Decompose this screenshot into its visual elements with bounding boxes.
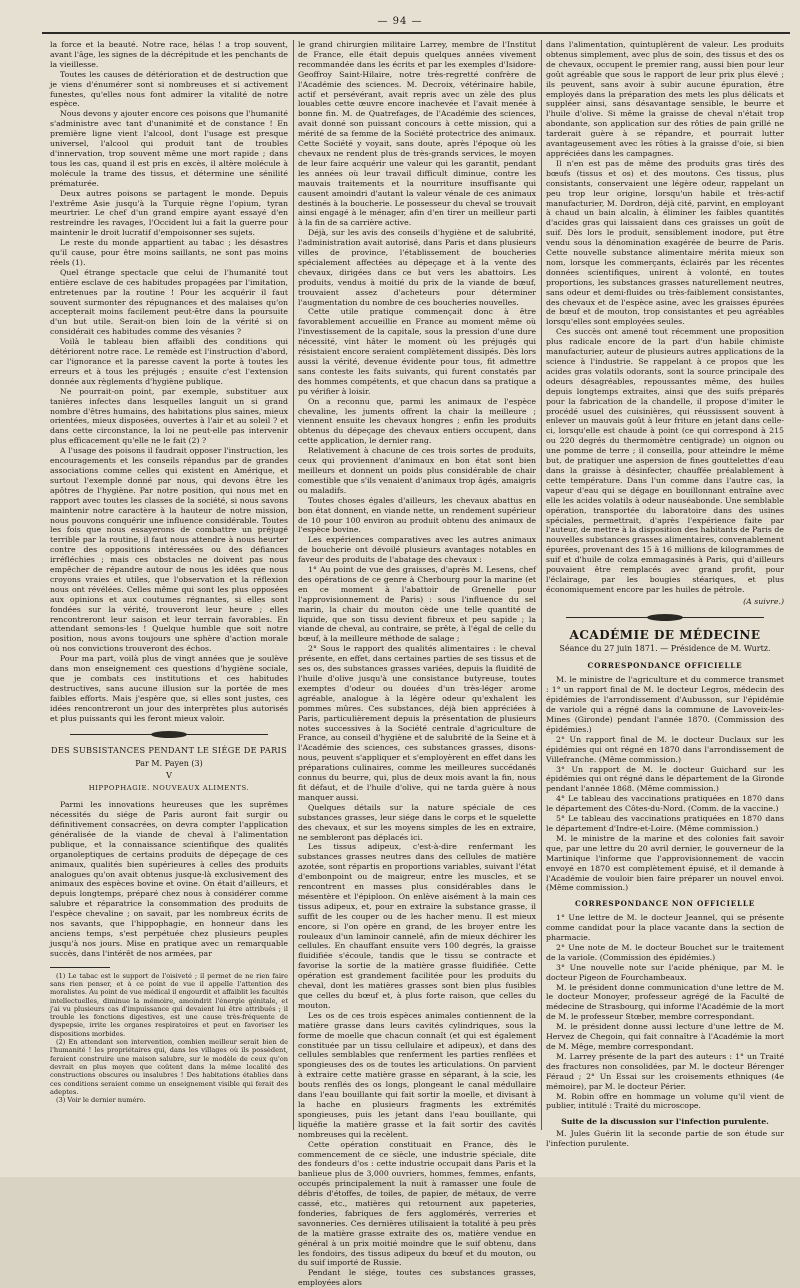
paragraph: Cette opération constituait en France, dès le commencement de ce siècle, une industrie spéciale, dite des fondeurs d'os : cette industrie occupait dans Paris et la banlieue plus de 3,000 ouvriers, hommes, femmes, enfants, occupés principalement la nuit à ramasser une foule de débris d'étoffes, de toiles, de papier, de métaux, de verre cassé, etc., matières qui retournent aux papeteries, fonderies, fabriques de fers agglomérés, verreries et savonneries. Ces dernières utilisaient la totalité à peu près de la matière grasse extraite des os, matière vendue en général à un prix moitié moindre que le suif obtenu, dans les fondoirs, des tissus adipeux du bœuf et du mouton, ou du suif importé de Russie. — [298, 1139, 536, 1268]
paragraph: Toutes choses égales d'ailleurs, les chevaux abattus en bon état donnent, en viande nette, un rendement supérieur de 10 pour 100 environ au produit obtenu des animaux de l'espèce bovine. — [298, 495, 536, 535]
column-divider — [541, 40, 542, 1130]
paragraph: Les tissus adipeux, c'est-à-dire renfermant les substances grasses neutres dans des cellules de matière azotée, sont répartis en proportions variables, suivant l'état d'embonpoint ou de maigreur, entre les muscles, et se rencontrent en masses plus considérables dans le mésentère et l'épiploon. On enlève aisément à la main ces tissus adipeux, et, pour en extraire la substance grasse, il suffit de les couper ou de les hacher menu. Il est mieux encore, si l'on opère en grand, de les broyer entre les rouleaux d'un laminoir cannelé, afin de mieux déchirer les cellules. En chauffant ensuite vers 100 degrés, la graisse fluidifiée s'écoule, tandis que le tissu se contracte et favorise la sortie de la matière grasse fluidifiée. Cette opération est grandement facilitée pour les produits du cheval, dont les matières grasses sont bien plus fusibles que celles du bœuf et, à plus forte raison, que celles du mouton. — [298, 842, 536, 1010]
paragraph: 2° Un rapport final de M. le docteur Duclaux sur les épidémies qui ont régné en 1870 dans l'arrondissement de Villefranche. (Même commission.) — [546, 734, 784, 764]
paragraph: Deux autres poisons se partagent le monde. Depuis l'extrême Asie jusqu'à la Turquie règne l'opium, tyran meurtrier. Le chef d'un grand empire ayant essayé d'en restreindre les ravages, l'Occident lui a fait la guerre pour maintenir le droit lucratif d'empoisonner ses sujets. — [50, 188, 288, 238]
paragraph: Toutes les causes de détérioration et de destruction que je viens d'énumérer sont si nombreuses et si activement funestes, qu'elles nous font admirer la vitalité de notre espèce. — [50, 69, 288, 109]
paragraph: M. le ministre de la marine et des colonies fait savoir que, par une lettre du 20 avril dernier, le gouverneur de la Martinique l'informe que l'approvisionnement de vaccin envoyé en 1870 est complètement épuisé, et il demande à l'Académie de vouloir bien faire préparer un nouvel envoi. (Même commission.) — [546, 833, 784, 893]
section-number: V — [166, 771, 172, 781]
correspondence-heading: CORRESPONDANCE NON OFFICIELLE — [575, 899, 755, 909]
paragraph: A l'usage des poisons il faudrait opposer l'instruction, les encouragements et les conseils répandus par de grandes associations comme celles qui existent en Amérique, et surtout l'exemple donné par nous, qui devons être les apôtres de l'hygiène. Par notre position, qui nous met en rapport avec toutes les classes de la société, si nous savons maintenir notre caractère à la hauteur de notre mission, nous pouvons conquérir une influence considérable. Toutes les fois que nous essayerons de combattre un préjugé terrible par la routine, il faut nous attendre à nous heurter contre des oppositions intéressées ou des défiances irréfléchies ; mais ces obstacles ne doivent pas nous empêcher de répandre autour de nous les idées que nous croyons vraies et utiles, que l'observation et la réflexion nous ont révélées. Celles même qui sont les plus opposées aux opinions et aux coutumes régnantes, si elles sont fondées sur la vérité, trouveront leur heure ; elles rencontreront leur saison et leur terrain favorables. En attendant semons-les ! Quelque humble que soit notre position, nous avons toujours une sphère d'action morale où nos convictions trouveront des échos. — [50, 446, 288, 654]
paragraph: Il n'en est pas de même des produits gras tirés des bœufs (tissus et os) et des moutons. Ces tissus, plus consistants, conservaient une légère odeur, rappelant un peu trop leur origine, lorsqu'un habile et très-actif manufacturier, M. Dordron, déjà cité, parvint, en employant à chaud un bain alcalin, à éliminer les faibles quantités d'acides gras qui laissaient dans ces graisses un goût de suif. Dès lors le produit, sensiblement inodore, put être vendu sous la dénomination exagérée de beurre de Paris. Cette nouvelle substance alimentaire mérita mieux son nom, lorsque les commerçants, éclairés par les récentes données scientifiques, unirent à volonté, en toutes proportions, les substances grasses naturellement neutres, sans odeur et demi-fluides ou très-faiblement consistantes, des chevaux et de l'espèce asine, avec les graisses épurées de bœuf et de mouton, trop consistantes et peu agréables lorsqu'elles sont employées seules. — [546, 158, 784, 327]
ornamental-rule — [566, 613, 764, 623]
paragraph: 1° Au point de vue des graisses, d'après M. Lesens, chef des opérations de ce genre à Cherbourg pour la marine (et en ce moment à l'abattoir de Grenelle pour l'approvisionnement de Paris) : sous l'influence du sel marin, la chair du mouton cède une telle quantité de liquide, que son tissu devient fibreux et peu sapide ; la viande de cheval, au contraire, se prête, à l'égal de celle du bœuf, à la meilleure méthode de salage ; — [298, 565, 536, 644]
paragraph: Relativement à chacune de ces trois sortes de produits, ceux qui proviennent d'animaux en bon état sont bien meilleurs et donnent un poids plus considérable de chair comestible que s'ils venaient d'animaux trop âgés, amaigris ou maladifs. — [298, 446, 536, 495]
paragraph: Nous devons y ajouter encore ces poisons que l'humanité s'administre avec tant d'unanimité et de constance ! En première ligne vient l'alcool, dont l'usage est presque universel, l'alcool qui produit tant de troubles d'innervation, trop souvent même une mort rapide ; dans tous les cas, quand il est pris en excès, il altère molécule à molécule la trame des tissus, et détermine une sénilité prématurée. — [50, 109, 288, 188]
discussion-heading: Suite de la discussion sur l'infection purulente. — [561, 1117, 769, 1127]
section-heading: ACADÉMIE DE MÉDECINE — [569, 627, 761, 642]
paragraph: 2° Une note de M. le docteur Bouchet sur le traitement de la variole. (Commission des épidémies.) — [546, 942, 784, 962]
paragraph: M. Robin offre en hommage un volume qu'il vient de publier, intitulé : Traité du microscope. — [546, 1091, 784, 1111]
paragraph: Pour ma part, voilà plus de vingt années que je soulève dans mon enseignement ces questions d'hygiène sociale, que je combats ces institutions et ces habitudes destructives, sans aucune illusion sur la portée de mes faibles efforts. Mais j'espère que, si elles sont justes, ces idées rencontreront un jour des interprètes plus autorisés et plus puissants qui les feront mieux valoir. — [50, 654, 288, 723]
paragraph: Quelques détails sur la nature spéciale de ces substances grasses, leur siége dans le corps et le squelette des chevaux, et sur les moyens simples de les en extraire, ne sembleront pas déplacés ici. — [298, 802, 536, 842]
footnote: (2) En attendant son intervention, combien meilleur serait bien de l'humanité ! les propriétaires qui, dans les villages où ils possèdent, feraient construire une maison salubre, sur le modèle de ceux qu'on devrait en plus moyen que coûtent dans la même localité des constructions obscures ou insalubres ! Des habitations établies dans ces conditions seraient comme un enseignement visible qui ferait des adeptes. — [50, 1038, 288, 1096]
footnote: (3) Voir le dernier numéro. — [56, 1096, 146, 1105]
page-number: — 94 — — [377, 16, 423, 27]
paragraph: M. Jules Guérin lit la seconde partie de son étude sur l'infection purulente. — [546, 1129, 784, 1149]
column-middle — [298, 40, 536, 1288]
column-divider — [293, 40, 294, 1130]
footnote-rule — [50, 967, 110, 968]
paragraph: la force et la beauté. Notre race, hélas ! a trop souvent, avant l'âge, les signes de la décrépitude et les penchants de la vieillesse. — [50, 40, 288, 69]
paragraph: Voilà le tableau bien affaibli des conditions qui détériorent notre race. Le remède est l'instruction d'abord, car l'ignorance et la paresse cavent la porte à toutes les erreurs et à tous les préjugés ; ensuite c'est l'extension donnée aux règlements d'hygiène publique. — [50, 337, 288, 386]
paragraph: M. Larrey présente de la part des auteurs : 1° un Traité des fractures non consolidées, par M. le docteur Bérenger Féraud ; 2° Un Essai sur les croisements ethniques (4e mémoire), par M. le docteur Périer. — [546, 1051, 784, 1091]
correspondence-heading: CORRESPONDANCE OFFICIELLE — [587, 661, 743, 671]
paragraph: Le reste du monde appartient au tabac ; les désastres qu'il cause, pour être moins saillants, ne sont pas moins réels (1). — [50, 238, 288, 267]
paragraph: Parmi les innovations heureuses que les suprêmes nécessités du siége de Paris auront fait surgir ou définitivement consacrées, on devra compter l'application généralisée de la viande de cheval à l'alimentation publique, et la connaissance scientifique des qualités organoleptiques de certains produits de dépeçage de ces animaux, qualités bien supérieures à celles des produits analogues qu'on avait obtenus jusque-là exclusivement des animaux des espèces bovine et ovine. On était d'ailleurs, et depuis longtemps, préparé chez nous à considérer comme salubre et réparatrice la consommation des produits de l'espèce chevaline ; on savait, par les nombreux écrits de nos savants, que l'hippophagie, en honneur dans les anciens temps, s'est perpétuée chez plusieurs peuples jusqu'à nos jours. Mise en pratique avec un remarquable succès, dans l'intérêt de nos armées, par — [50, 800, 288, 958]
paragraph: le grand chirurgien militaire Larrey, membre de l'Institut de France, elle était depuis quelques années vivement recommandée dans les écrits et par les exemples d'Isidore-Geoffroy Saint-Hilaire, notre très-regretté confrère de l'Académie des sciences. M. Decroix, vétérinaire habile, actif et persévérant, avait repris avec un zèle des plus louables cette œuvre encore inachevée et l'avait menée à bonne fin. M. de Quatrefages, de l'Académie des sciences, avait donné son puissant concours à cette mission, qui a mérité de sa femme de la Société protectrice des animaux. Cette Société y voyait, sans doute, après l'époque où les chevaux ne rendent plus de très-grands services, le moyen de leur faire acquérir une valeur qui les garantit, pendant les années où leur travail difficult diminue, contre les mauvais traitements et la nourriture insuffisante qui causent amoindri d'autant la valeur vénale de ces animaux destinés à la boucherie. Le possesseur du cheval se trouvait ainsi engagé à le ménager, afin d'en tirer un meilleur parti à la fin de sa carrière active. — [298, 40, 536, 228]
paragraph: Ne pourrait-on point, par exemple, substituer aux tanières infectes dans lesquelles languit un si grand nombre d'êtres humains, des habitations plus saines, mieux orientées, mieux disposées, ouvertes à l'air et au soleil ? et dans cette circonstance, la loi ne peut-elle pas intervenir plus efficacement qu'elle ne le fait (2) ? — [50, 386, 288, 446]
paragraph: Quel étrange spectacle que celui de l'humanité tout entière esclave de ces habitudes propagées par l'imitation, entretenues par la routine ! Pour les acquérir il faut souvent surmonter des répugnances et des malaises qu'on accepterait moins facilement peut-être dans la poursuite d'un but utile. Serait-on bien loin de la vérité si on considérait ces habitudes comme des vésanies ? — [50, 267, 288, 337]
column-left — [50, 40, 288, 1140]
paragraph: Les os de ces trois espèces animales contiennent de la matière grasse dans leurs cavités cylindriques, sous la forme de moelle que chacun connaît (et qui est également constituée par un tissu cellulaire et adipeux), et dans des cellules semblables que renferment les parties renflées et spongieuses des os de toutes les articulations. On parvient à extraire cette matière grasse en séparant, à la scie, les bouts renflés des os longs, plongeant le canal médullaire dans l'eau bouillante qui fait sortir la moelle, et divisant à la hache en plusieurs fragments les extrémités spongieuses, puis les jetant dans l'eau bouillante, qui liquéfie la matière grasse et la fait sortir des cavités nombreuses qui la recèlent. — [298, 1010, 536, 1139]
session-line: Séance du 27 juin 1871. — Présidence de M. Wurtz. — [559, 643, 771, 653]
ornamental-rule — [70, 730, 268, 740]
article-byline: Par M. Payen (3) — [135, 759, 203, 769]
paragraph: 3° Un rapport de M. le docteur Guichard sur les épidémies qui ont régné dans le département de la Gironde pendant l'année 1868. (Même commission.) — [546, 764, 784, 794]
article-title: DES SUBSISTANCES PENDANT LE SIÉGE DE PARIS — [50, 744, 287, 755]
to-be-continued-note: (A suivre.) — [743, 596, 784, 606]
paragraph: M. le président donne communication d'une lettre de M. le docteur Monoyer, professeur agrégé de la Faculté de médecine de Strasbourg, qui informe l'Académie de la mort de M. le professeur Stœber, membre correspondant. — [546, 982, 784, 1022]
paragraph: 4° Le tableau des vaccinations pratiquées en 1870 dans le département des Côtes-du-Nord. (Comm. de la vaccine.) — [546, 794, 784, 814]
paragraph: 5° Le tableau des vaccinations pratiquées en 1870 dans le département d'Indre-et-Loire. (Même commission.) — [546, 814, 784, 833]
paragraph: Déjà, sur les avis des conseils d'hygiène et de salubrité, l'administration avait autorisé, dans Paris et dans plusieurs villes de province, l'établissement de boucheries spécialement affectées au dépeçage et à la vente des chevaux, dirigées dans ce but vers les abattoirs. Les produits, vendus à moitié du prix de la viande de bœuf, trouvaient assez d'acheteurs pour déterminer l'augmentation du nombre de ces boucheries nouvelles. — [298, 228, 536, 307]
paragraph: Pendant le siége, toutes ces substances grasses, employées alors — [298, 1268, 536, 1288]
paragraph: M. le président donne aussi lecture d'une lettre de M. Hervez de Chegoin, qui fait connaître à l'Académie la mort de M. Mêge, membre correspondant. — [546, 1022, 784, 1051]
paragraph: On a reconnu que, parmi les animaux de l'espèce chevaline, les juments offrent la chair la meilleure ; viennent ensuite les chevaux hongres ; enfin les produits obtenus du dépeçage des chevaux entiers occupent, dans cette application, le dernier rang. — [298, 396, 536, 446]
paragraph: Les expériences comparatives avec les autres animaux de boucherie ont dévoilé plusieurs avantages notables en faveur des produits de l'abatage des chevaux : — [298, 535, 536, 565]
header-rule — [42, 32, 790, 34]
paragraph: 1° Une lettre de M. le docteur Jeannel, qui se présente comme candidat pour la place vacante dans la section de pharmacie. — [546, 913, 784, 943]
column-right — [546, 40, 784, 1149]
paragraph: dans l'alimentation, quintuplèrent de valeur. Les produits obtenus simplement, avec plus de soin, des tissus et des os de chevaux, occupent le premier rang, aussi bien pour leur goût agréable que sous le rapport de leur prix plus élevé ; ils peuvent, sans avoir à subir aucune épuration, être employés dans la préparation des mets les plus délicats et suppléer ainsi, sans désavantage sensible, le beurre et l'huile d'olive. Si même la graisse de cheval n'était trop abondante, son application sur des rôties de pain grillé ne tarderait guère à se répandre, et pourrait lutter avantageusement avec les rôties à la graisse d'oie, si bien appréciées dans les campagnes. — [546, 40, 784, 158]
section-subtitle: HIPPOPHAGIE. NOUVEAUX ALIMENTS. — [88, 784, 250, 793]
paragraph: M. le ministre de l'agriculture et du commerce transmet : 1° un rapport final de M. le docteur Legros, médecin des épidémies de l'arrondissement d'Aubusson, sur l'épidémie de variole qui a régné dans la commune de Lavoveix-les-Mines (Gironde) pendant l'année 1870. (Commission des épidémies.) — [546, 675, 784, 734]
paragraph: 2° Sous le rapport des qualités alimentaires : le cheval présente, en effet, dans certaines parties de ses tissus et de ses os, des substances grasses variées, depuis la fluidité de l'huile d'olive jusqu'à une consistance butyreuse, toutes exemptes d'odeur ou douées d'un très-léger arome agréable, analogue à la légère odeur qu'exhalent les pommes mûres. Ces substances, déjà bien appréciées à Paris, particulièrement depuis la présentation de plusieurs notes successives à la Société centrale d'agriculture de France, au conseil d'hygiène et de salubrité de la Seine et à l'Académie des sciences, ces substances grasses, disons-nous, peuvent s'appliquer et s'employèrent en effet dans les préparations culinaires, comme les meilleures succédanés connus du beurre, qui, plus de deux mois avant la fin, nous fit défaut, et de l'huile d'olive, qui ne tarda guère à nous manquer aussi. — [298, 644, 536, 802]
paragraph: 3° Une nouvelle note sur l'acide phénique, par M. le docteur Pigeon de Fourchambeaux. — [546, 962, 784, 982]
paragraph: Ces succès ont amené tout récemment une proposition plus radicale encore de la part d'un habile chimiste manufacturier, auteur de plusieurs autres applications de la science à l'industrie. Se rappelant à ce propos que les acides gras volatils odorants, sont la source principale des odeurs désagréables, repoussantes même, des huiles depuis longtemps extraites, ainsi que des suifs préparés pour la fabrication de la chandelle, il propose d'imiter le procédé usuel des cuisinières, qui réussissent souvent à enlever un mauvais goût à leur friture en jetant dans celle-ci, lorsqu'elle est chaude à point (ce qui correspond à 215 ou 220 degrés du thermomètre centigrade) un oignon ou une pomme de terre ; il conseilla, pour atteindre le même but, de pratiquer une aspersion de fines gouttelettes d'eau dans la graisse à désinfecter, chauffée préalablement à cette température. Dans l'un comme dans l'autre cas, la vapeur d'eau qui se dégage en bouillonnant entraîne avec elle les acides volatils à odeur nauséabonde. Une semblable opération, transportée du laboratoire dans des usines spéciales, permettrait, d'après l'expérience faite par l'auteur, de mettre à la disposition des habitants de Paris de nouvelles substances grasses alimentaires, convenablement épurées, provenant des 15 à 16 millions de kilogrammes de suif et d'huile de colza emmagasinés à Paris, qui d'ailleurs pouvaient être remplacés avec grand profit, pour l'éclairage, par les bougies stéariques, et plus économiquement encore par les huiles de pétrole. — [546, 327, 784, 594]
paragraph: Cette utile pratique commençait donc à être favorablement accueillie en France au moment même où l'investissement de la capitale, sous la pression d'une dure nécessité, vint hâter le moment où les préjugés qui résistaient encore seraient complètement dissipés. Dès lors aussi la vérité, devenue évidente pour tous, fit admettre sans conteste les faits suivants, qui furent constatés par des hommes compétents, et que chacun dans sa pratique a pu vérifier à loisir. — [298, 307, 536, 396]
footnote: (1) Le tabac est le support de l'oisiveté ; il permet de ne rien faire sans rien penser, et à ce point de vue il appelle l'attention des moralistes. Au point de vue médical il engourdit et affaiblit les facultés intellectuelles, diminue la mémoire, amoindrit l'énergie génitale, et j'ai vu plusieurs cas d'impuissance qui devaient lui être attribués ; il trouble les fonctions digestives, est une cause très-fréquente de dyspepsie, irrite les organes respiratoires et peut en favoriser les dispositions morbides. — [50, 971, 288, 1038]
